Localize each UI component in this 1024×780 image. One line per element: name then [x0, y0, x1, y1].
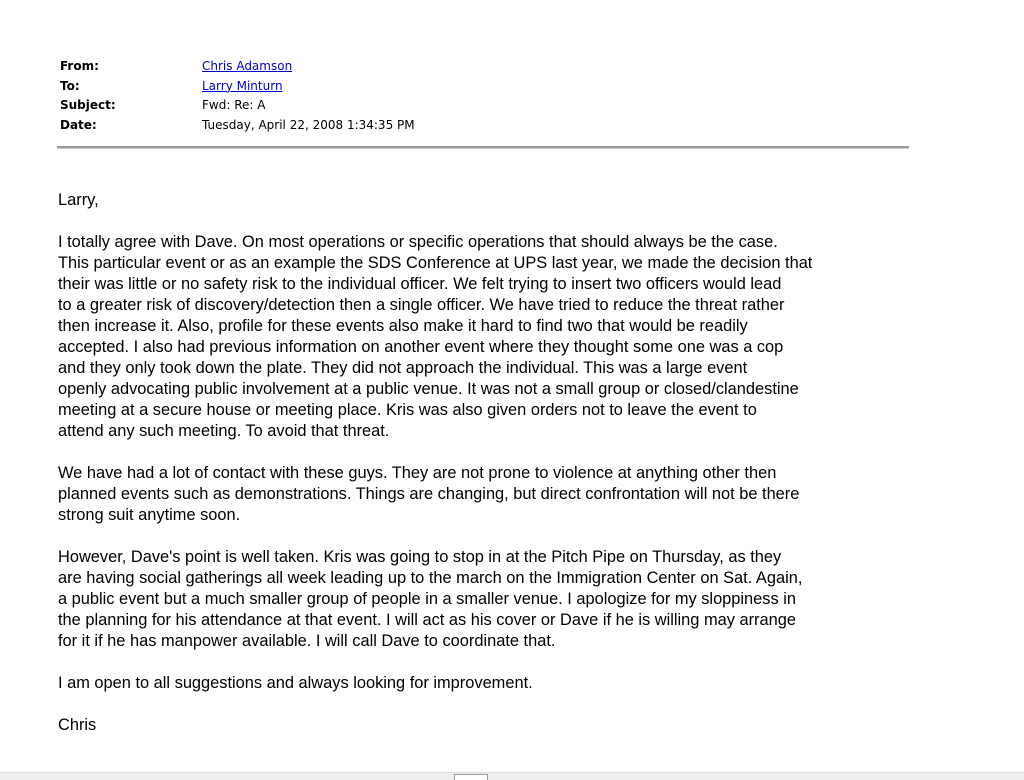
body-paragraph: We have had a lot of contact with these guys. They are not prone to violence at anything other then planned events such as demonstrations. Things are changing, but direct confrontation will not be there strong suit anytime soon.	[58, 464, 800, 524]
subject-value: Fwd: Re: A	[202, 98, 266, 112]
from-value	[202, 57, 910, 77]
to-label: To:	[60, 78, 80, 93]
from-row	[60, 57, 910, 77]
body-paragraph: However, Dave's point is well taken. Kris was going to stop in at the Pitch Pipe on Thursday, as they are having social gatherings all week leading up to the march on the Immigration Center on Sat. Again, a public event but a much smaller group of people in a smaller venue. I apologize for my sloppiness in the planning for his attendance at that event. I will act as his cover or Dave if he is willing may arrange for it if he has manpower available. I will call Dave to coordinate that.	[58, 548, 803, 650]
from-label: From:	[60, 59, 99, 73]
signature: Chris	[58, 716, 97, 734]
date-label: Date:	[60, 117, 97, 132]
email-header	[60, 57, 910, 135]
body-paragraph: I totally agree with Dave. On most operations or specific operations that should always be the case. This particular event or as an example the SDS Conference at UPS last year, we made the decision that their was little or no safety risk to the individual officer. We felt trying to insert two officers would lead to a greater risk of discovery/detection then a single officer. We have tried to reduce the threat rather then increase it. Also, profile for these events also make it hard to find two that would be readily accepted. I also had previous information on another event where they thought some one was a cop and they only took down the plate. They did not approach the individual. This was a large event openly advocating public involvement at a public venue. It was not a small group or closed/clandestine meeting at a secure house or meeting place. Kris was also given orders not to leave the event to attend any such meeting. To avoid that threat.	[58, 233, 813, 440]
date-row	[60, 116, 910, 136]
greeting: Larry,	[58, 191, 99, 209]
to-row	[60, 77, 910, 97]
email-body	[58, 190, 918, 757]
subject-label: Subject:	[60, 98, 116, 112]
subject-row	[60, 96, 910, 116]
to-value	[202, 77, 910, 97]
from-link[interactable]: Chris Adamson	[202, 59, 293, 73]
header-divider	[57, 146, 909, 149]
page-nav-handle[interactable]	[454, 774, 488, 780]
viewer-bottom-bar	[0, 772, 1024, 780]
body-paragraph: I am open to all suggestions and always looking for improvement.	[58, 674, 533, 692]
date-value: Tuesday, April 22, 2008 1:34:35 PM	[202, 117, 415, 132]
to-link[interactable]: Larry Minturn	[202, 78, 283, 93]
